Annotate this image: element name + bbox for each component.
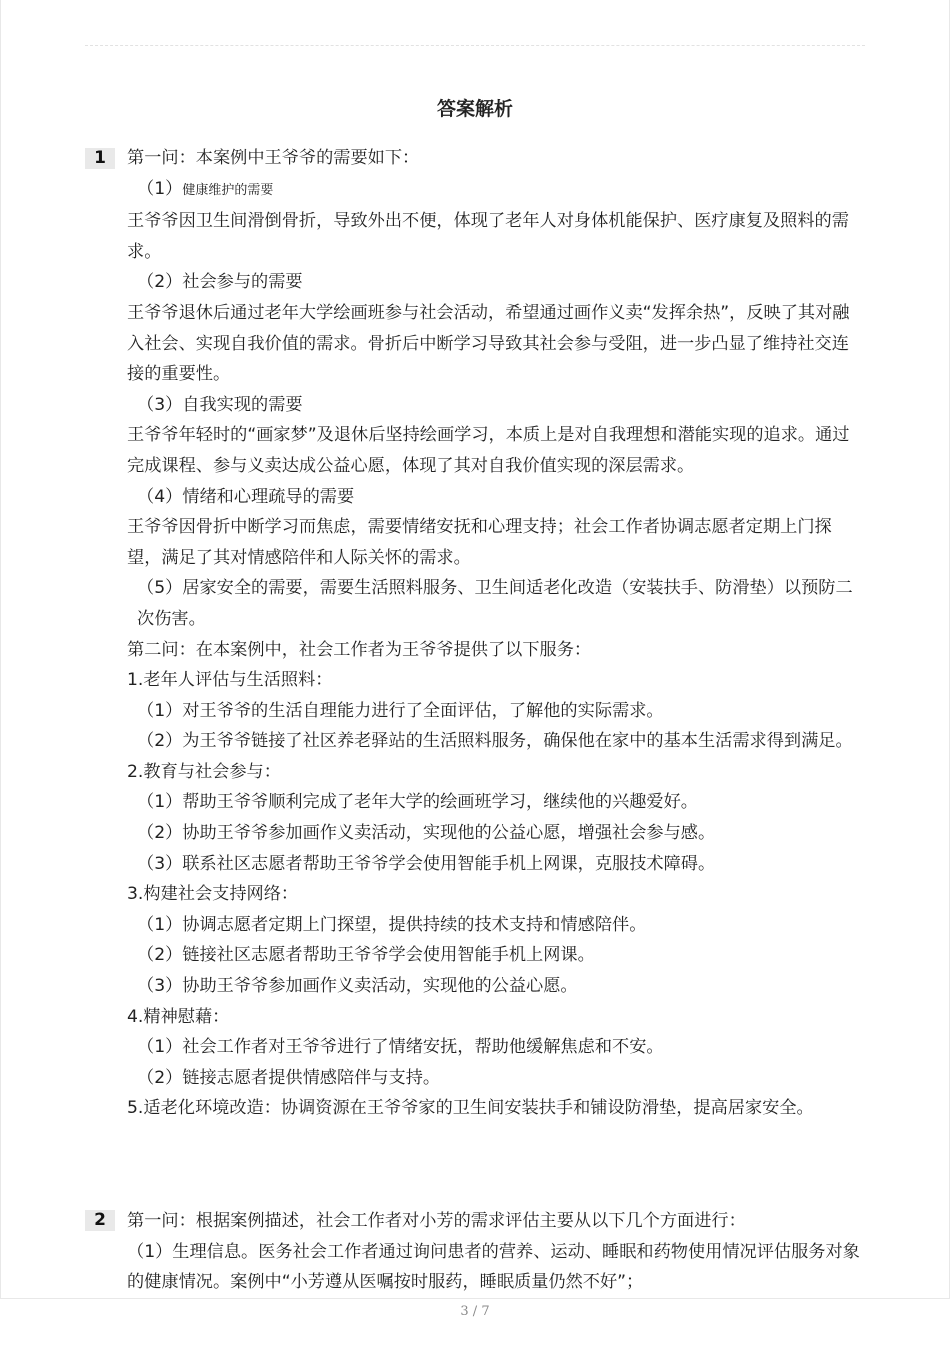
answer-line xyxy=(127,174,862,207)
answer-line: （5）居家安全的需要，需要生活照料服务、卫生间适老化改造（安装扶手、防滑垫）以预防二次伤害。 xyxy=(137,578,853,629)
answer-line: 第二问：在本案例中，社会工作者为王爷爷提供了以下服务： xyxy=(127,639,592,660)
answer-line: 王爷爷因骨折中断学习而焦虑，需要情绪安抚和心理支持；社会工作者协调志愿者定期上门探望，满足了其对情感陪伴和人际关怀的需求。 xyxy=(127,517,832,568)
answer-line: （1）社会工作者对王爷爷进行了情绪安抚，帮助他缓解焦虑和不安。 xyxy=(137,1037,664,1058)
page-left-border xyxy=(0,0,1,1298)
answer-line: （3）自我实现的需要 xyxy=(137,394,303,415)
question-number-badge: 2 xyxy=(85,1210,115,1231)
question-1-answer xyxy=(127,143,862,1124)
page-title: 答案解析 xyxy=(436,98,513,120)
answer-line: 王爷爷因卫生间滑倒骨折，导致外出不便，体现了老年人对身体机能保护、医疗康复及照料的需求。 xyxy=(127,211,849,262)
answer-line: （1）生理信息。医务社会工作者通过询问患者的营养、运动、睡眠和药物使用情况评估服务对象的健康情况。案例中“小芳遵从医嘱按时服药，睡眠质量仍然不好”； xyxy=(127,1241,860,1293)
answer-line: （2）为王爷爷链接了社区养老驿站的生活照料服务，确保他在家中的基本生活需求得到满足。 xyxy=(137,731,853,752)
page-bottom-border xyxy=(0,1298,950,1299)
page-indicator: 3 / 7 xyxy=(460,1304,490,1319)
header-dashed-divider xyxy=(85,45,865,46)
answer-item-marker: （1） xyxy=(137,178,183,199)
answer-line: 2.教育与社会参与： xyxy=(127,761,281,782)
answer-line: 王爷爷年轻时的“画家梦”及退休后坚持绘画学习，本质上是对自我理想和潜能实现的追求。通过完成课程、参与义卖达成公益心愿，体现了其对自我价值实现的深层需求。 xyxy=(127,425,850,476)
answer-line: （2）协助王爷爷参加画作义卖活动，实现他的公益心愿，增强社会参与感。 xyxy=(137,823,716,844)
answer-line: 第一问：本案例中王爷爷的需要如下： xyxy=(127,148,420,168)
answer-line: 5.适老化环境改造：协调资源在王爷爷家的卫生间安装扶手和铺设防滑垫，提高居家安全。 xyxy=(127,1098,814,1119)
answer-line: 3.构建社会支持网络： xyxy=(127,884,299,905)
answer-line: （2）链接志愿者提供情感陪伴与支持。 xyxy=(137,1067,441,1088)
answer-line: （3）协助王爷爷参加画作义卖活动，实现他的公益心愿。 xyxy=(137,976,578,997)
answer-line: （1）协调志愿者定期上门探望，提供持续的技术支持和情感陪伴。 xyxy=(137,914,647,935)
answer-line: 4.精神慰藉： xyxy=(127,1006,230,1027)
question-2-answer xyxy=(127,1206,862,1298)
answer-line: 1.老年人评估与生活照料： xyxy=(127,670,333,691)
answer-line: （4）情绪和心理疏导的需要 xyxy=(137,486,355,507)
answer-line: （2）社会参与的需要 xyxy=(137,272,303,293)
question-number-badge: 1 xyxy=(85,148,115,169)
answer-line: （3）联系社区志愿者帮助王爷爷学会使用智能手机上网课，克服技术障碍。 xyxy=(137,853,716,874)
answer-line: （1）帮助王爷爷顺利完成了老年大学的绘画班学习，继续他的兴趣爱好。 xyxy=(137,792,698,813)
answer-item-heading: 健康维护的需要 xyxy=(182,182,274,198)
answer-line: 第一问：根据案例描述，社会工作者对小芳的需求评估主要从以下几个方面进行： xyxy=(127,1211,746,1231)
answer-line: 王爷爷退休后通过老年大学绘画班参与社会活动，希望通过画作义卖“发挥余热”，反映了其对融入社会、实现自我价值的需求。骨折后中断学习导致其社会参与受阻，进一步凸显了维持社交连接的重要性。 xyxy=(127,302,850,385)
answer-line: （1）对王爷爷的生活自理能力进行了全面评估，了解他的实际需求。 xyxy=(137,700,664,721)
answer-line: （2）链接社区志愿者帮助王爷爷学会使用智能手机上网课。 xyxy=(137,945,595,966)
